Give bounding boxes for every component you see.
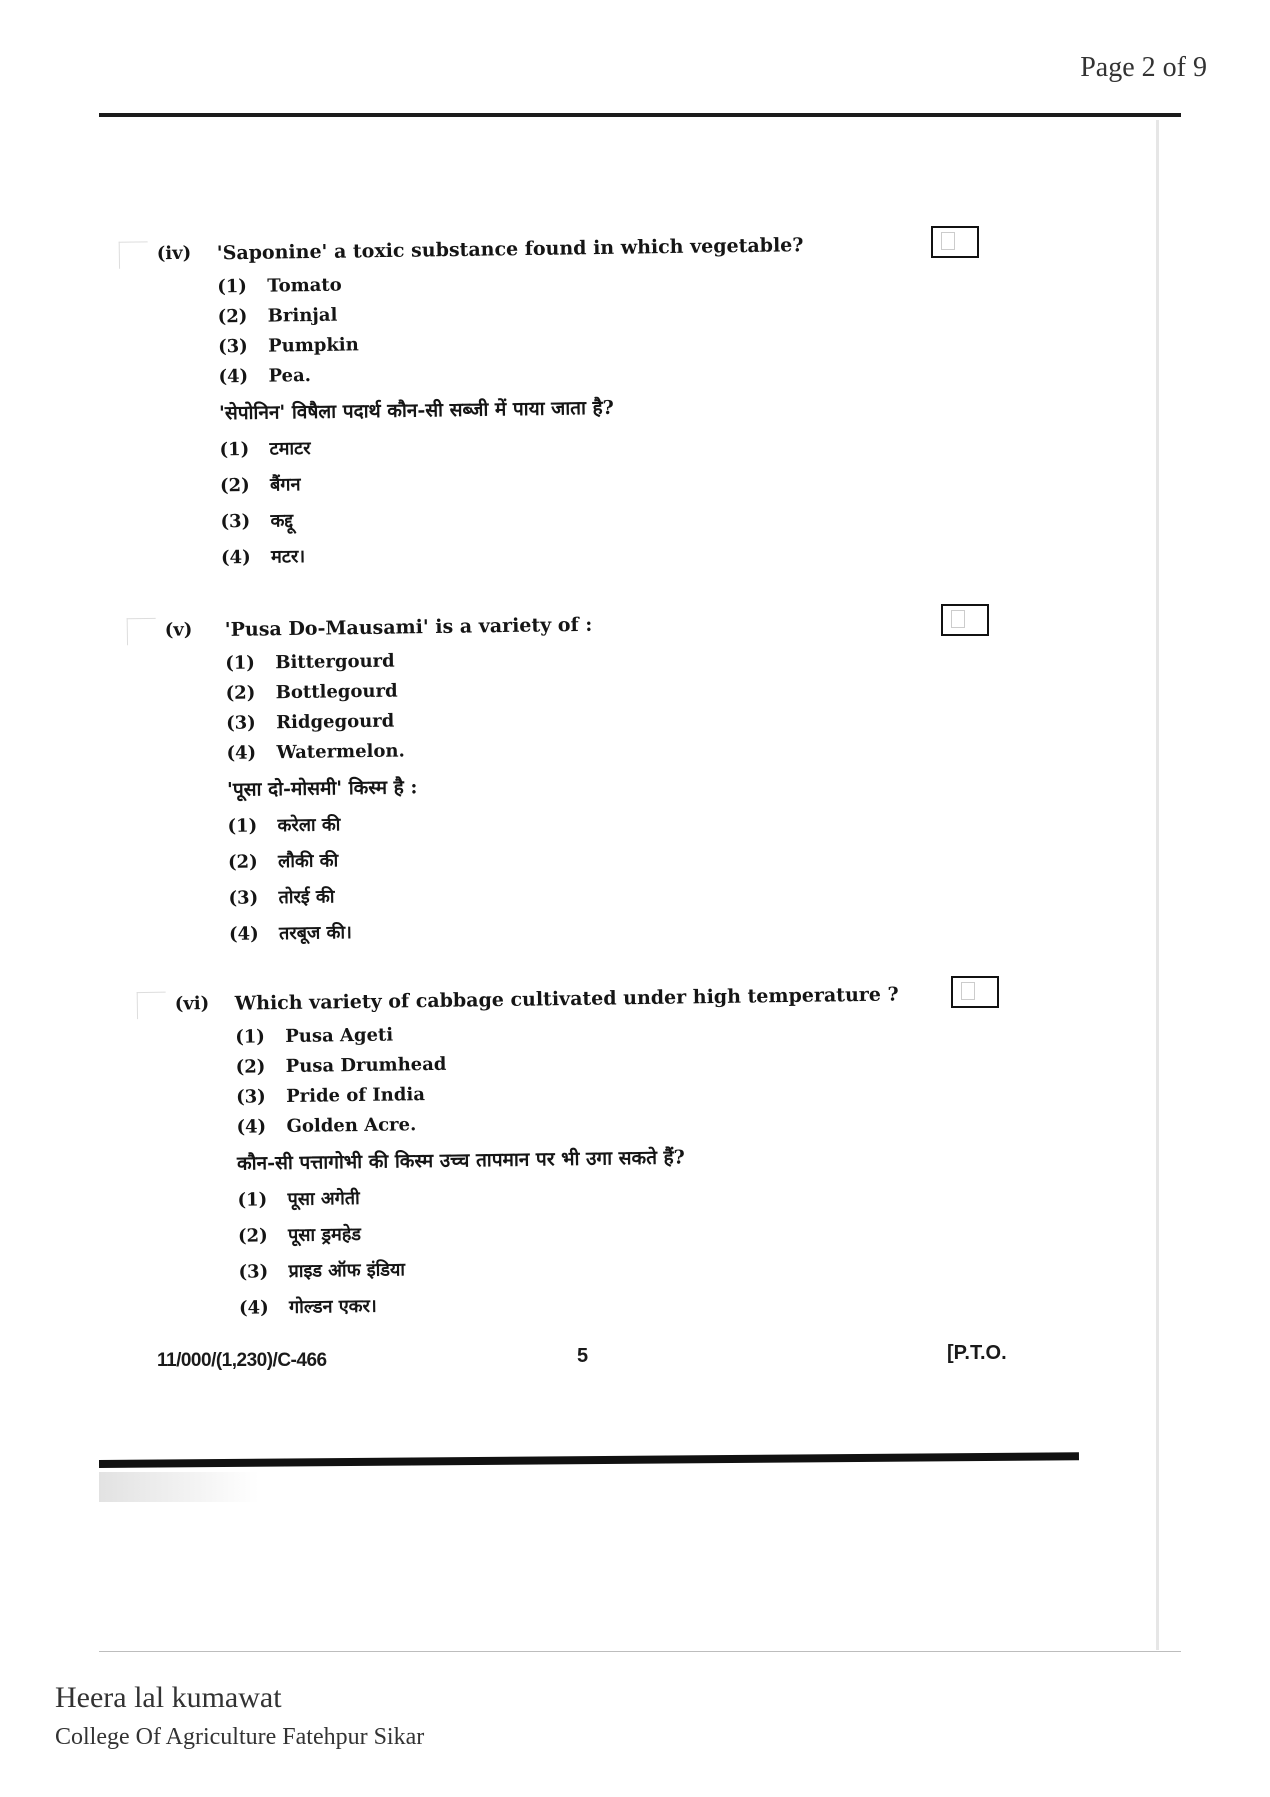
scan-bottom-edge xyxy=(99,1452,1079,1468)
option: (1) Pusa Ageti xyxy=(235,1024,394,1048)
option-hindi: (2) लौकी की xyxy=(227,850,339,873)
question-text: Which variety of cabbage cultivated under high temperature ? xyxy=(234,983,899,1015)
question-v xyxy=(164,613,593,953)
option: (2) Brinjal xyxy=(217,304,338,328)
top-rule xyxy=(99,113,1181,117)
option: (4) Pea. xyxy=(218,365,312,388)
option: (1) Bittergourd xyxy=(225,650,395,674)
question-vi xyxy=(174,983,899,1327)
marks-box xyxy=(951,976,999,1008)
question-number: (iv) xyxy=(156,242,192,265)
option-hindi: (1) टमाटर xyxy=(219,438,311,461)
option-hindi: (4) गोल्डन एकर। xyxy=(238,1295,377,1319)
marks-box xyxy=(941,604,989,636)
marks-box xyxy=(931,226,979,258)
question-text: 'Pusa Do-Mausami' is a variety of : xyxy=(224,613,593,641)
paper-code: 11/000/(1,230)/C-466 xyxy=(157,1350,327,1371)
scan-shadow xyxy=(99,1472,259,1502)
option-hindi: (3) कद्दू xyxy=(220,510,294,533)
option-hindi: (2) बैंगन xyxy=(219,474,301,497)
bottom-rule xyxy=(99,1651,1181,1652)
option: (3) Pumpkin xyxy=(217,334,359,358)
option: (3) Pride of India xyxy=(235,1084,426,1108)
scan-edge xyxy=(1156,120,1159,1650)
option-hindi: (4) तरबूज की। xyxy=(228,922,353,945)
paper-page-number: 5 xyxy=(577,1345,589,1367)
option: (4) Golden Acre. xyxy=(236,1114,417,1138)
question-number-box xyxy=(119,241,148,268)
question-text-hindi: 'सेपोनिन' विषैला पदार्थ कौन-सी सब्जी में पाया जाता है? xyxy=(218,396,614,425)
option: (2) Pusa Drumhead xyxy=(235,1053,447,1078)
pto-label: [P.T.O. xyxy=(947,1342,1007,1364)
option: (2) Bottlegourd xyxy=(225,680,398,704)
option-hindi: (1) पूसा अगेती xyxy=(237,1187,360,1211)
option-hindi: (4) मटर। xyxy=(220,546,306,569)
question-iv xyxy=(156,234,804,577)
question-text-hindi: 'पूसा दो-मोसमी' किस्म है : xyxy=(226,776,418,801)
option-hindi: (3) तोरई की xyxy=(228,886,335,909)
option-hindi: (1) करेला की xyxy=(227,814,341,837)
page-number: Page 2 of 9 xyxy=(1080,52,1207,83)
question-number: (vi) xyxy=(174,993,210,1015)
option: (3) Ridgegourd xyxy=(225,710,395,734)
question-text: 'Saponine' a toxic substance found in which vegetable? xyxy=(216,234,804,265)
author-name: Heera lal kumawat xyxy=(55,1681,282,1714)
scanned-exam-page xyxy=(99,120,1181,1650)
option-hindi: (3) प्राइड ऑफ इंडिया xyxy=(238,1259,406,1283)
option: (4) Watermelon. xyxy=(226,740,405,764)
option: (1) Tomato xyxy=(217,274,342,298)
question-number: (v) xyxy=(164,619,193,641)
option-hindi: (2) पूसा ड्रमहेड xyxy=(237,1223,362,1247)
college-name: College Of Agriculture Fatehpur Sikar xyxy=(55,1724,425,1750)
question-number-box xyxy=(127,618,156,645)
question-text-hindi: कौन-सी पत्तागोभी की किस्म उच्च तापमान पर भी उगा सकते हैं? xyxy=(236,1146,685,1175)
question-number-box xyxy=(137,992,166,1019)
